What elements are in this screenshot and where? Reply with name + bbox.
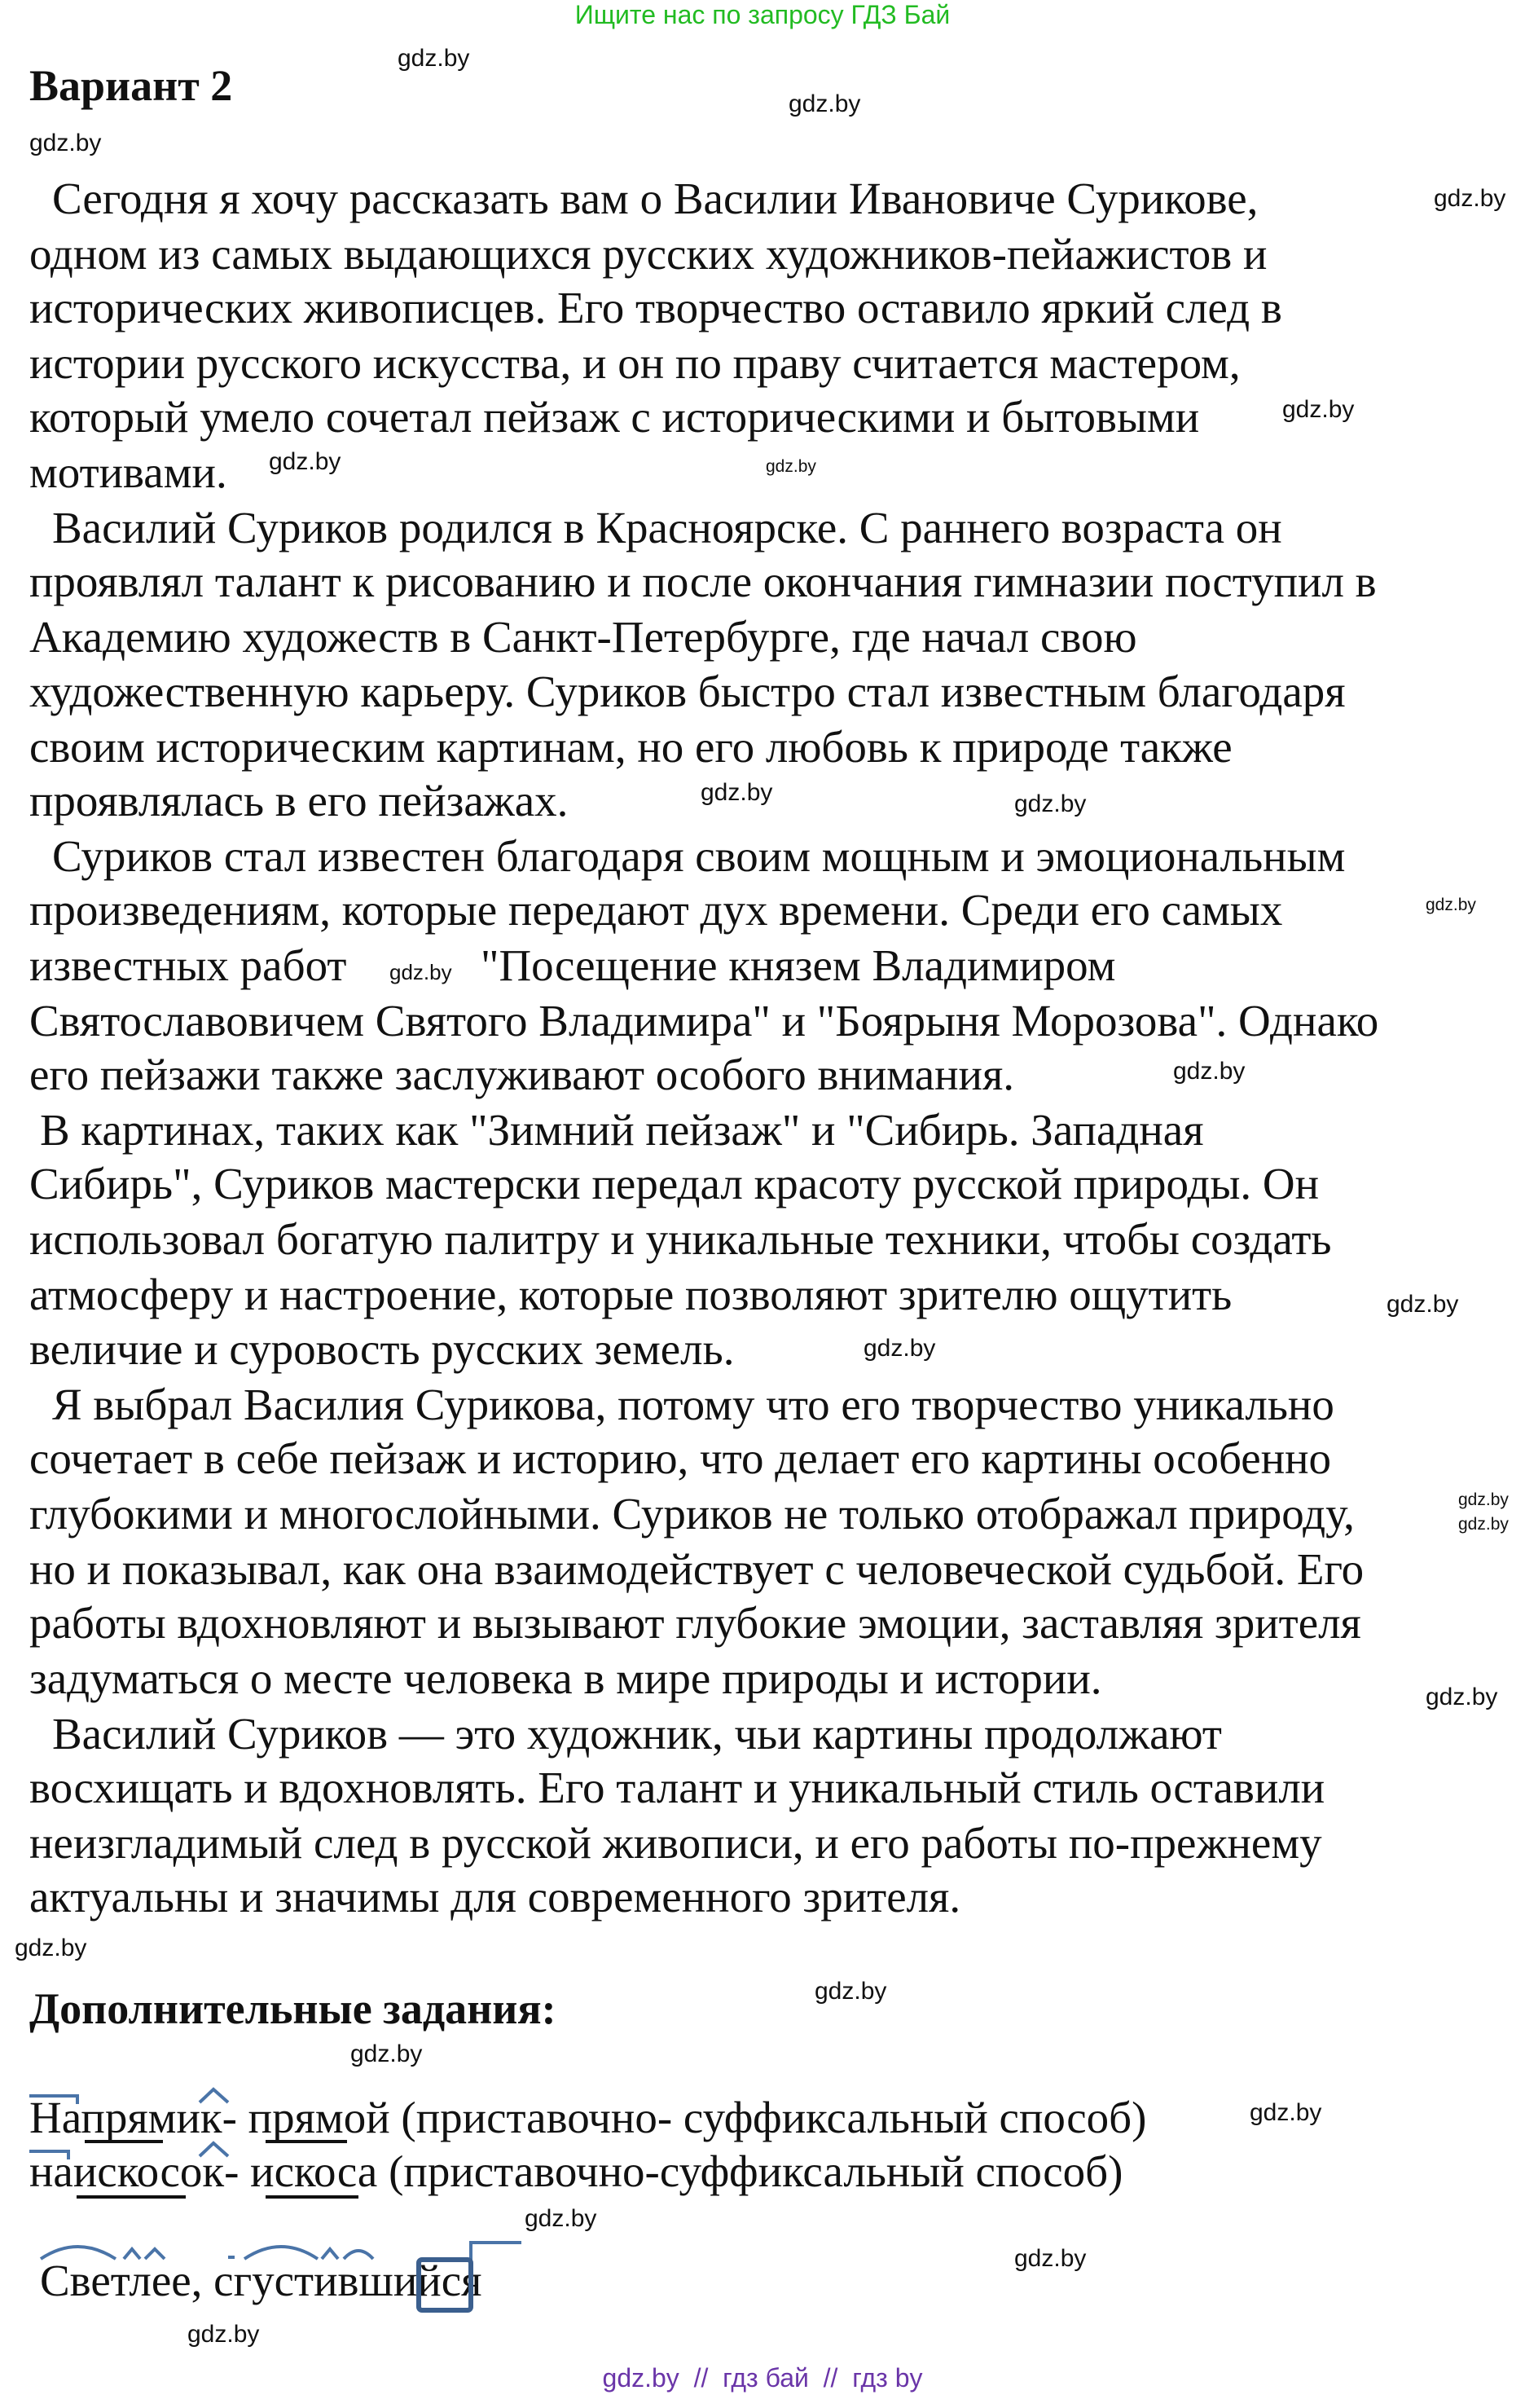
paragraph-6-line: восхищать и вдохновлять. Его талант и уникальный стиль оставили [29,1763,1325,1812]
extra-tasks-heading: Дополнительные задания: [29,1984,556,2033]
watermark: gdz.by [1458,1515,1509,1534]
word-formation-line: Напрямик- прямой (приставочно- суффиксальный способ) [29,2093,1147,2142]
paragraph-2-line: своим историческим картинам, но его любовь к природе также [29,722,1233,772]
watermark: gdz.by [1434,185,1506,212]
paragraph-4-line: В картинах, таких как "Зимний пейзаж" и "Сибирь. Западная [40,1105,1204,1155]
paragraph-1-line: истории русского искусства, и он по праву считается мастером, [29,338,1241,388]
footer-links[interactable]: gdz.by // гдз бай // гдз by [602,2363,923,2393]
watermark: gdz.by [525,2205,597,2232]
paragraph-6-line: неизгладимый след в русской живописи, и его работы по-прежнему [29,1818,1322,1868]
watermark: gdz.by [29,130,102,156]
paragraph-4-line: Сибирь", Суриков мастерски передал красоту русской природы. Он [29,1159,1320,1208]
watermark: gdz.by [789,90,861,117]
paragraph-3-line: Суриков стал известен благодаря своим мощным и эмоциональным [52,831,1346,881]
watermark: gdz.by [1014,2245,1087,2272]
paragraph-2-line: проявлялась в его пейзажах. [29,776,569,825]
watermark: gdz.by [269,448,341,475]
paragraph-5-line: сочетает в себе пейзаж и историю, что делает его картины особенно [29,1433,1332,1483]
paragraph-1-line: Сегодня я хочу рассказать вам о Василии Ивановиче Сурикове, [52,174,1259,223]
paragraph-1-line: мотивами. [29,447,227,497]
paragraph-3-line: Святославовичем Святого Владимира" и "Боярыня Морозова". Однако [29,996,1379,1046]
watermark: gdz.by [815,1978,887,2005]
paragraph-5-line: но и показывал, как она взаимодействует с человеческой судьбой. Его [29,1544,1365,1594]
paragraph-2-line: Академию художеств в Санкт-Петербурге, где начал свою [29,612,1137,662]
paragraph-3-line: его пейзажи также заслуживают особого внимания. [29,1050,1015,1099]
paragraph-4-line: использовал богатую палитру и уникальные техники, чтобы создать [29,1214,1332,1264]
watermark: gdz.by [187,2321,260,2348]
paragraph-4-line: атмосферу и настроение, которые позволяют зрителю ощутить [29,1270,1233,1319]
watermark: gdz.by [1250,2099,1322,2126]
paragraph-6-line: актуальны и значимы для современного зрителя. [29,1872,961,1922]
watermark: gdz.by [1426,1684,1498,1710]
watermark: gdz.by [1426,896,1476,914]
top-banner[interactable]: Ищите нас по запросу ГДЗ Бай [574,0,951,29]
watermark: gdz.by [701,779,773,806]
paragraph-5-line: работы вдохновляют и вызывают глубокие эмоции, заставляя зрителя [29,1598,1361,1648]
paragraph-4-line: величие и суровость русских земель. [29,1324,735,1374]
watermark: gdz.by [350,2040,423,2067]
watermark: gdz.by [766,457,816,476]
watermark: gdz.by [1173,1058,1246,1085]
paragraph-5-line: Я выбрал Василия Сурикова, потому что его творчество уникально [52,1380,1334,1429]
watermark: gdz.by [398,45,470,72]
paragraph-5-line: задуматься о месте человека в мире природы и истории. [29,1653,1102,1703]
watermark: gdz.by [15,1935,87,1961]
paragraph-3-line: известных работ [29,940,347,990]
paragraph-2-line: Василий Суриков родился в Красноярске. С раннего возраста он [52,503,1282,552]
paragraph-3-line: произведениям, которые передают дух времени. Среди его самых [29,885,1283,935]
watermark: gdz.by [1387,1291,1459,1318]
paragraph-1-line: который умело сочетал пейзаж с историческими и бытовыми [29,392,1200,442]
watermark: gdz.by [864,1335,936,1362]
paragraph-1-line: одном из самых выдающихся русских художников-пейажистов и [29,229,1268,279]
page-title: Вариант 2 [29,61,233,110]
paragraph-2-line: проявлял талант к рисованию и после окончания гимназии поступил в [29,557,1377,606]
watermark: gdz.by [1282,396,1355,423]
paragraph-2-line: художественную карьеру. Суриков быстро стал известным благодаря [29,667,1346,716]
watermark: gdz.by [1014,790,1087,817]
watermark: gdz.by [1458,1490,1509,1509]
paragraph-6-line: Василий Суриков — это художник, чьи картины продолжают [52,1709,1222,1759]
watermark: gdz.by [389,960,452,984]
morphemic-parse-line: Светлее, сгустившийся [40,2256,482,2305]
word-formation-line: наискосок- искоса (приставочно-суффиксальный способ) [29,2146,1123,2196]
paragraph-3-line: "Посещение князем Владимиром [481,940,1116,990]
paragraph-1-line: исторических живописцев. Его творчество оставило яркий след в [29,283,1282,332]
paragraph-5-line: глубокими и многослойными. Суриков не только отображал природу, [29,1489,1355,1539]
